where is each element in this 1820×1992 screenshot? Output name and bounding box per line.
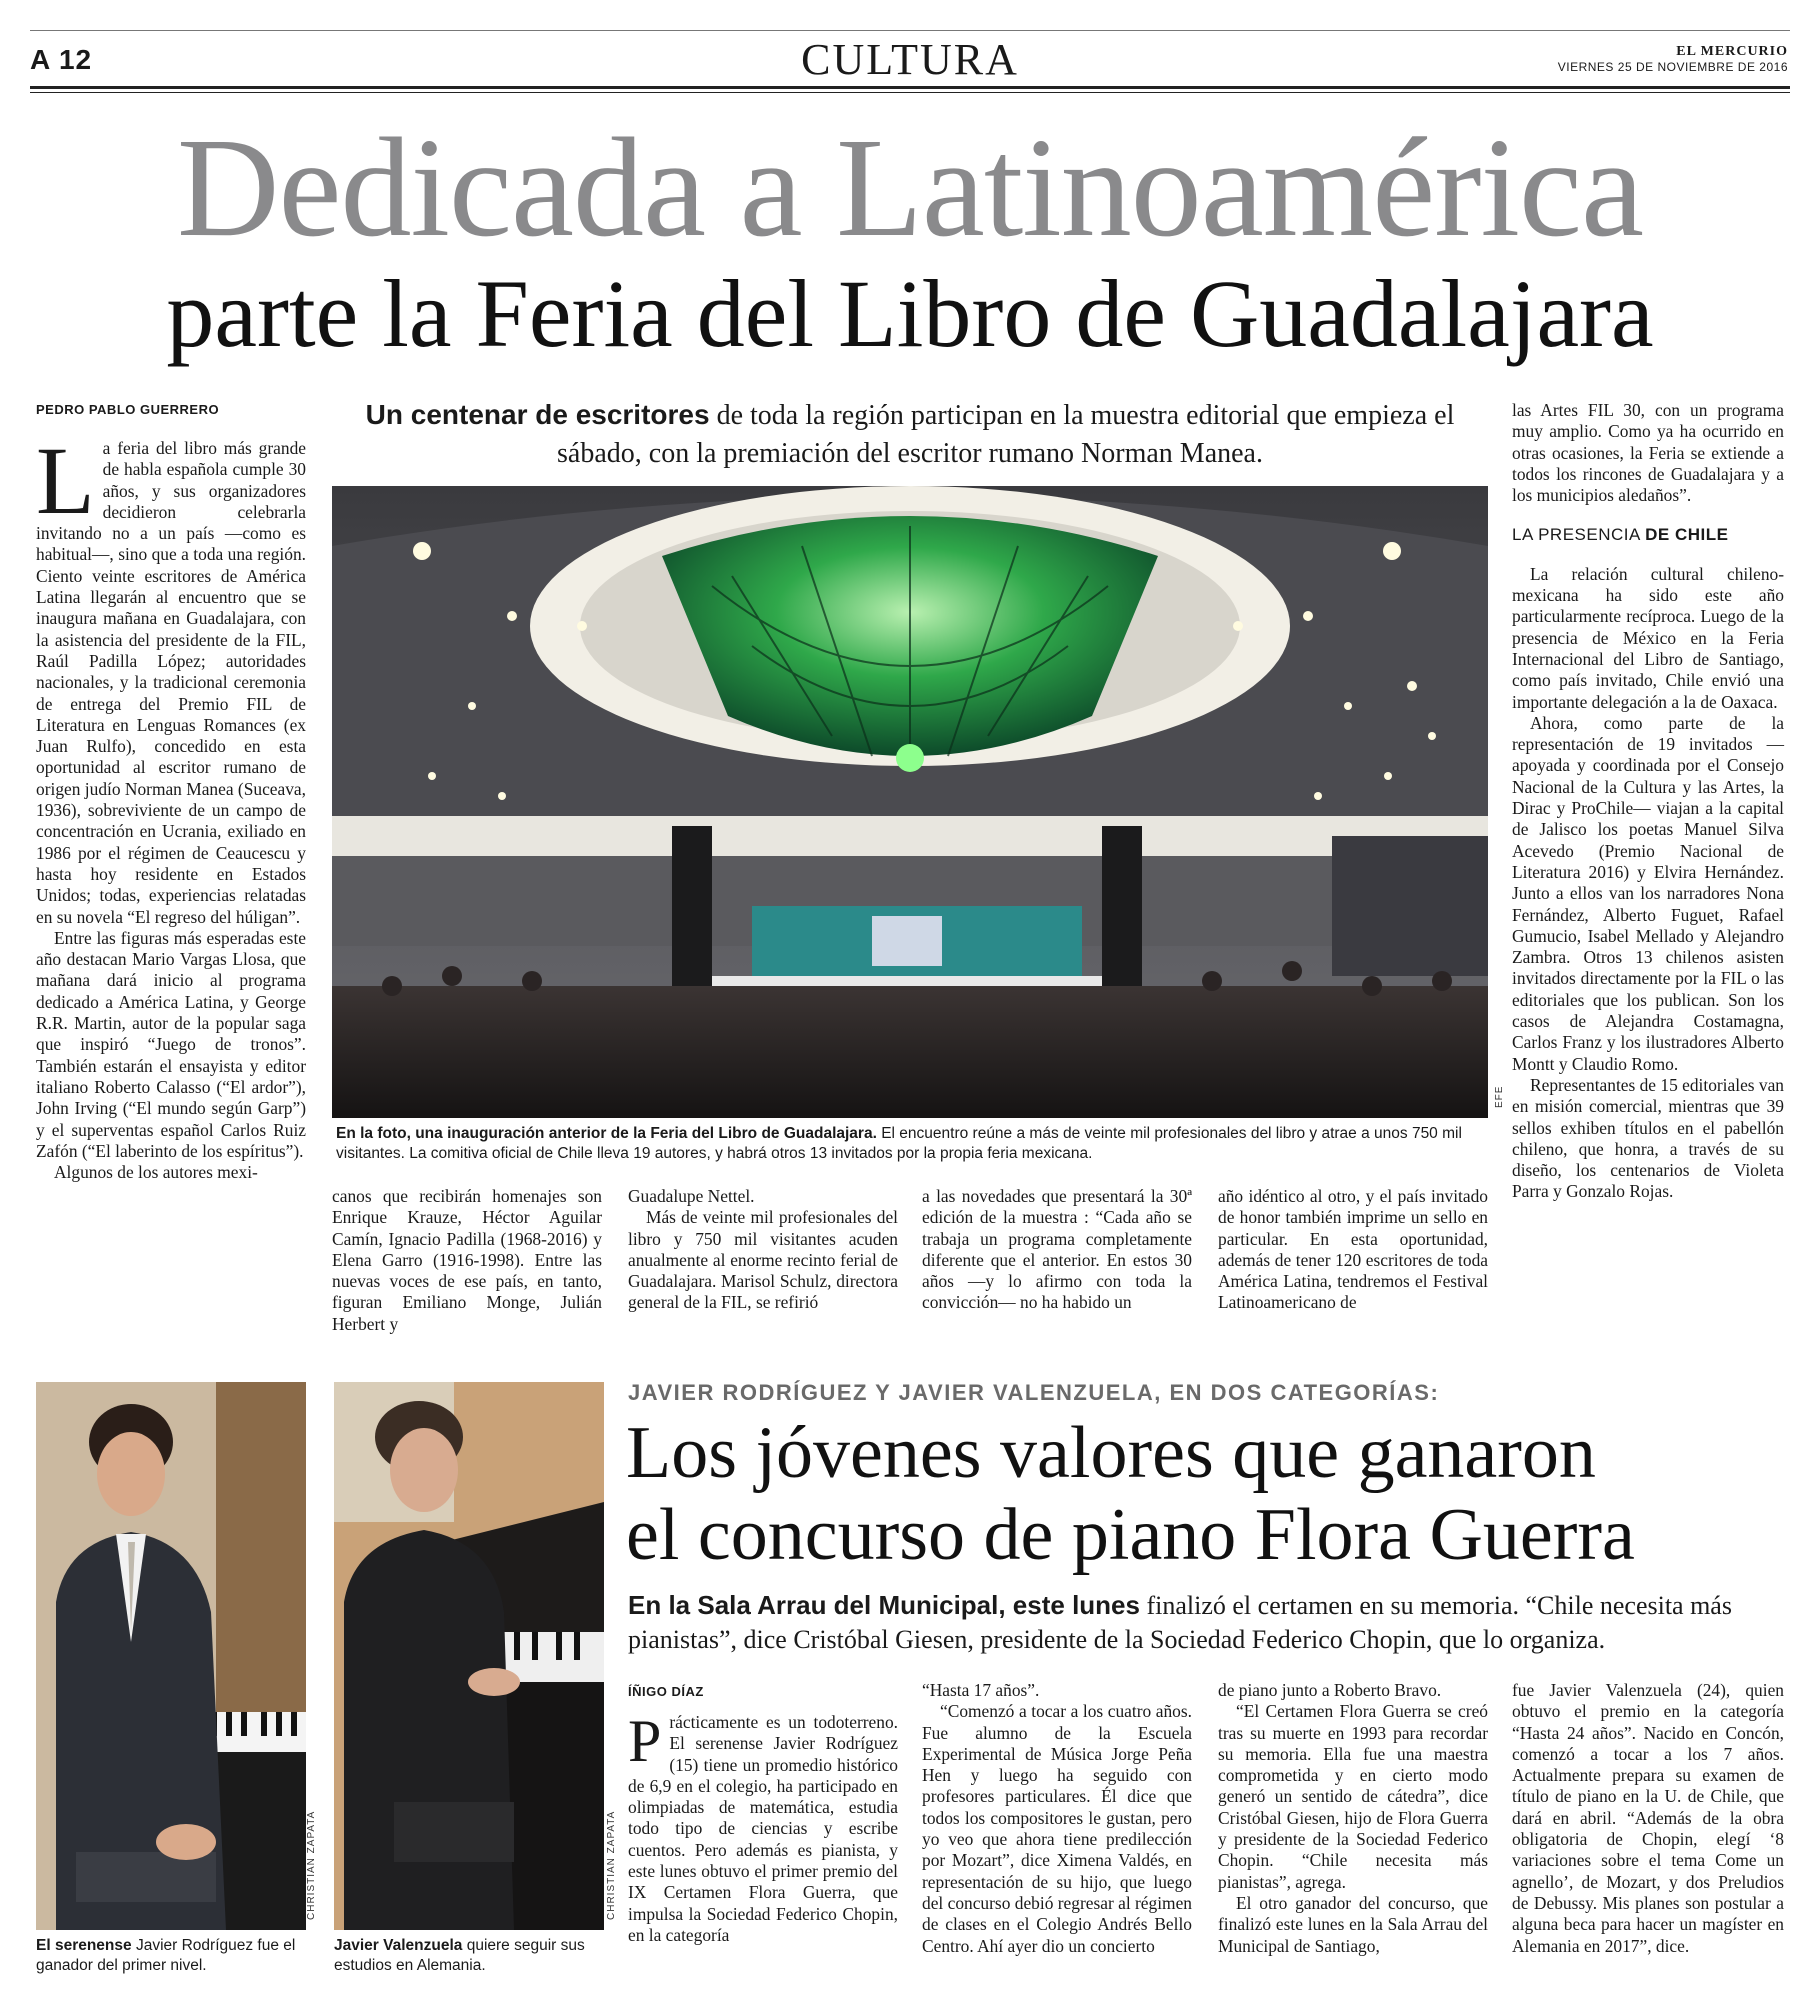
headline-line2: el concurso de piano Flora Guerra bbox=[626, 1494, 1635, 1576]
deck-rest: finalizó el certamen en su memoria. “Chile necesita más pianistas”, dice Cristóbal Giesen, presidente de la Sociedad Federico Chopin, que lo organiza. bbox=[628, 1591, 1732, 1654]
paragraph: Representantes de 15 editoriales van en misión comercial, mientras que 39 sellos exhiben títulos en el pabellón chileno, que honra, a través de su diseño, los centenarios de Violeta Parra y Gonzalo Rojas. bbox=[1512, 1074, 1785, 1202]
paragraph: El otro ganador del concurso, que finalizó este lunes en la Sala Arrau del Municipal de Santiago, bbox=[1218, 1892, 1488, 1956]
photo-credit: EFE bbox=[1494, 1085, 1505, 1108]
article2-headline bbox=[626, 1412, 1786, 1576]
drop-cap: P bbox=[628, 1708, 662, 1774]
article2-column-1 bbox=[628, 1708, 898, 1946]
article2-column-3 bbox=[1218, 1680, 1488, 1957]
caption-lead: En la foto, una inauguración anterior de la Feria del Libro de Guadalajara. bbox=[336, 1125, 877, 1142]
subheading-bold: DE CHILE bbox=[1645, 525, 1729, 545]
paragraph: rácticamente es un todoterreno. El serenense Javier Rodríguez (15) tiene un promedio histórico de 6,9 en el colegio, ha participado en olimpiadas de matemática, estudia todo tipo de ciencias y escribe cuentos. Pero además es pianista, y este lunes obtuvo el primer premio del IX Certamen Flora Guerra, que impulsa la Sociedad Federico Chopin, en la categoría bbox=[628, 1712, 898, 1945]
photo-credit: CHRISTIAN ZAPATA bbox=[306, 1810, 317, 1920]
byline: ÍÑIGO DÍAZ bbox=[628, 1684, 704, 1699]
page-number: A 12 bbox=[30, 44, 93, 75]
headline-line1: Los jóvenes valores que ganaron bbox=[626, 1412, 1596, 1494]
article2-deck bbox=[628, 1588, 1788, 1657]
column-5 bbox=[1218, 1186, 1488, 1314]
paragraph: “Comenzó a tocar a los cuatro años. Fue alumno de la Escuela Experimental de Música Jorge Peña Hen y luego ha seguido con profesores particulares. Él dice que todos los compositores le gustan, pero yo veo que ahora tiene predilección por Mozart”, dice Ximena Valdés, en representación de su hijo, que luego del concurso debió regresar al régimen de clases en el Colegio Andrés Bello Centro. Ahí ayer dio un concierto bbox=[922, 1701, 1192, 1956]
caption-lead: El serenense bbox=[36, 1937, 132, 1954]
paragraph: año idéntico al otro, y el país invitado de honor también imprime un sello en particular. En esta oportunidad, además de tener 120 escritores de toda América Latina, tendremos el Festival Latinoamericano de bbox=[1218, 1186, 1488, 1313]
photo-caption bbox=[36, 1936, 306, 1976]
deck-rest: de toda la región participan en la muestra editorial que empieza el sábado, con la premiación del escritor rumano Norman Manea. bbox=[557, 400, 1455, 469]
photo-credit: CHRISTIAN ZAPATA bbox=[606, 1810, 617, 1920]
paragraph: de piano junto a Roberto Bravo. bbox=[1218, 1680, 1442, 1700]
drop-cap: L bbox=[36, 427, 95, 534]
conference-hall-photo bbox=[332, 486, 1488, 1118]
column-1 bbox=[36, 427, 306, 1183]
header-rule bbox=[30, 86, 1790, 89]
subheading-light: LA PRESENCIA bbox=[1512, 525, 1646, 545]
photo-caption bbox=[336, 1124, 1488, 1164]
column-4 bbox=[922, 1186, 1192, 1314]
photo-caption bbox=[334, 1936, 604, 1976]
article-deck bbox=[360, 396, 1460, 473]
deck-lead: En la Sala Arrau del Municipal, este lunes bbox=[628, 1590, 1140, 1620]
newspaper-brand: EL MERCURIO bbox=[1676, 44, 1788, 59]
caption-lead: Javier Valenzuela bbox=[334, 1937, 463, 1954]
paragraph: fue Javier Valenzuela (24), quien obtuvo el premio en la categoría “Hasta 24 años”. Nacido en Concón, comenzó a tocar a los 7 años. Actualmente prepara su examen de título de piano en la U. de Chile, que dará en abril. “Además de la obra obligatoria de Chopin, elegí ‘8 variaciones sobre el tema Come un agnello’, de Mozart, y dos Preludios de Debussy. Mis planes son postular a alguna beca para hacer un magíster en Alemania en 2017”, dice. bbox=[1512, 1680, 1784, 1956]
deck-lead: Un centenar de escritores bbox=[365, 399, 710, 430]
column-right bbox=[1512, 400, 1784, 1203]
top-rule bbox=[30, 30, 1790, 31]
pianist-illustration bbox=[334, 1382, 604, 1930]
paragraph: canos que recibirán homenajes son Enrique Krauze, Héctor Aguilar Camín, Ignacio Padilla (1968-2016) y Elena Garro (1916-1998). Entre las nuevas voces de ese país, en tanto, figuran Emiliano Monge, Julián Herbert y bbox=[332, 1186, 602, 1334]
pianist-illustration bbox=[36, 1382, 306, 1930]
paragraph: “El Certamen Flora Guerra se creó tras su muerte en 1993 para recordar su memoria. Ella fue una maestra comprometida y en cierto modo generó un sentido de cátedra”, dice Cristóbal Giesen, hijo de Flora Guerra y presidente de la Sociedad Federico Chopin. “Chile necesita más pianistas”, agrega. bbox=[1218, 1701, 1488, 1892]
subheading bbox=[1512, 524, 1784, 545]
paragraph: Algunos de los autores mexi- bbox=[54, 1162, 258, 1183]
caption-rest: El encuentro reúne a más de veinte mil profesionales del libro y atrae a unos 750 mil visitantes. La comitiva oficial de Chile lleva 19 autores, y habrá otros 13 invitados por la propia feria mexicana. bbox=[336, 1125, 1462, 1162]
column-3 bbox=[628, 1186, 898, 1314]
article2-column-4 bbox=[1512, 1680, 1784, 1957]
paragraph: a feria del libro más grande de habla española cumple 30 años, y sus organizadores decidieron celebrarla invitando no a un país —como es habitual—, sino que a toda una región. Ciento veinte escritores de América Latina llegarán al encuentro que se inaugura mañana en Guadalajara, con la asistencia del presidente de la FIL, Raúl Padilla López; autoridades nacionales, y la tradicional ceremonia de entrega del Premio FIL de Literatura en Lenguas Romances (ex Juan Rulfo), concedido en esta oportunidad al escritor rumano de origen judío Norman Manea (Suceava, 1936), sobreviviente de un campo de concentración en Ucrania, exiliado en 1986 por el régimen de Ceaucescu y hasta hoy residente en Estados Unidos; todas, experiencias relatadas en su novela “El regreso del húligan”. bbox=[36, 438, 306, 927]
article-kicker: JAVIER RODRÍGUEZ Y JAVIER VALENZUELA, EN DOS CATEGORÍAS: bbox=[628, 1380, 1440, 1405]
paragraph: La relación cultural chileno-mexicana ha sido este año particularmente recíproca. Luego de la presencia de México en la Feria Internacional del Libro de Santiago, como país invitado, Chile envió una importante delegación a la de Oaxaca. bbox=[1512, 563, 1784, 712]
paragraph: Más de veinte mil profesionales del libro y 750 mil visitantes acuden anualmente al enorme recinto ferial de Guadalajara. Marisol Schulz, directora general de la FIL, se refirió bbox=[628, 1207, 898, 1313]
paragraph: Entre las figuras más esperadas este año destacan Mario Vargas Llosa, que mañana dará inicio al programa dedicado a América Latina, y George R.R. Martin, autor de la popular saga que inspiró “Juego de tronos”. También estarán el ensayista y editor italiano Roberto Calasso (“El ardor”), John Irving (“El mundo según Garp”) y el superventas español Carlos Ruiz Zafón (“El laberinto de los espíritus”). bbox=[36, 927, 306, 1161]
header-rule-thin bbox=[30, 92, 1790, 93]
pianist-rodriguez-photo bbox=[36, 1382, 306, 1930]
paragraph: a las novedades que presentará la 30ª edición de la muestra : “Cada año se trabaja un programa completamente diferente que el anterior. En estos 30 años —y lo afirmo con toda la convicción— no ha habido un bbox=[922, 1186, 1192, 1313]
headline-line2: parte la Feria del Libro de Guadalajara bbox=[166, 260, 1654, 367]
caption-rest: quiere seguir sus estudios en Alemania. bbox=[334, 1937, 585, 1974]
issue-date: VIERNES 25 DE NOVIEMBRE DE 2016 bbox=[1557, 60, 1788, 74]
conference-hall-illustration bbox=[332, 486, 1488, 1118]
paragraph: Ahora, como parte de la representación de 19 invitados —apoyada y coordinada por el Consejo Nacional de la Cultura y las Artes, la Dirac y ProChile— viajan a la capital de Jalisco los poetas Manuel Silva Acevedo (Premio Nacional de Literatura 2016) y Elvira Hernández. Junto a ellos van los narradores Nona Fernández, Alberto Fuguet, Rafael Gumucio, Isabel Mellado y Alejandro Zambra. Otros 13 chilenos asisten invitados directamente por la FIL o las editoriales que los publican. Son los casos de Alejandra Costamagna, Carlos Franz y los ilustradores Alberto Montt y Claudio Romo. bbox=[1512, 712, 1784, 1074]
caption-rest: Javier Rodríguez fue el ganador del primer nivel. bbox=[36, 1937, 296, 1974]
article2-column-2 bbox=[922, 1680, 1192, 1957]
pianist-valenzuela-photo bbox=[334, 1382, 604, 1930]
byline: PEDRO PABLO GUERRERO bbox=[36, 402, 220, 417]
paragraph: las Artes FIL 30, con un programa muy amplio. Como ya ha ocurrido en otras ocasiones, la Feria se extiende a todos los rincones de Guadalajara y a los municipios aledaños”. bbox=[1512, 400, 1784, 506]
column-2 bbox=[332, 1186, 602, 1335]
paragraph: Guadalupe Nettel. bbox=[628, 1186, 755, 1206]
headline-line1: Dedicada a Latinoamérica bbox=[176, 108, 1644, 266]
section-title: CULTURA bbox=[801, 35, 1019, 84]
paragraph: “Hasta 17 años”. bbox=[922, 1680, 1040, 1700]
